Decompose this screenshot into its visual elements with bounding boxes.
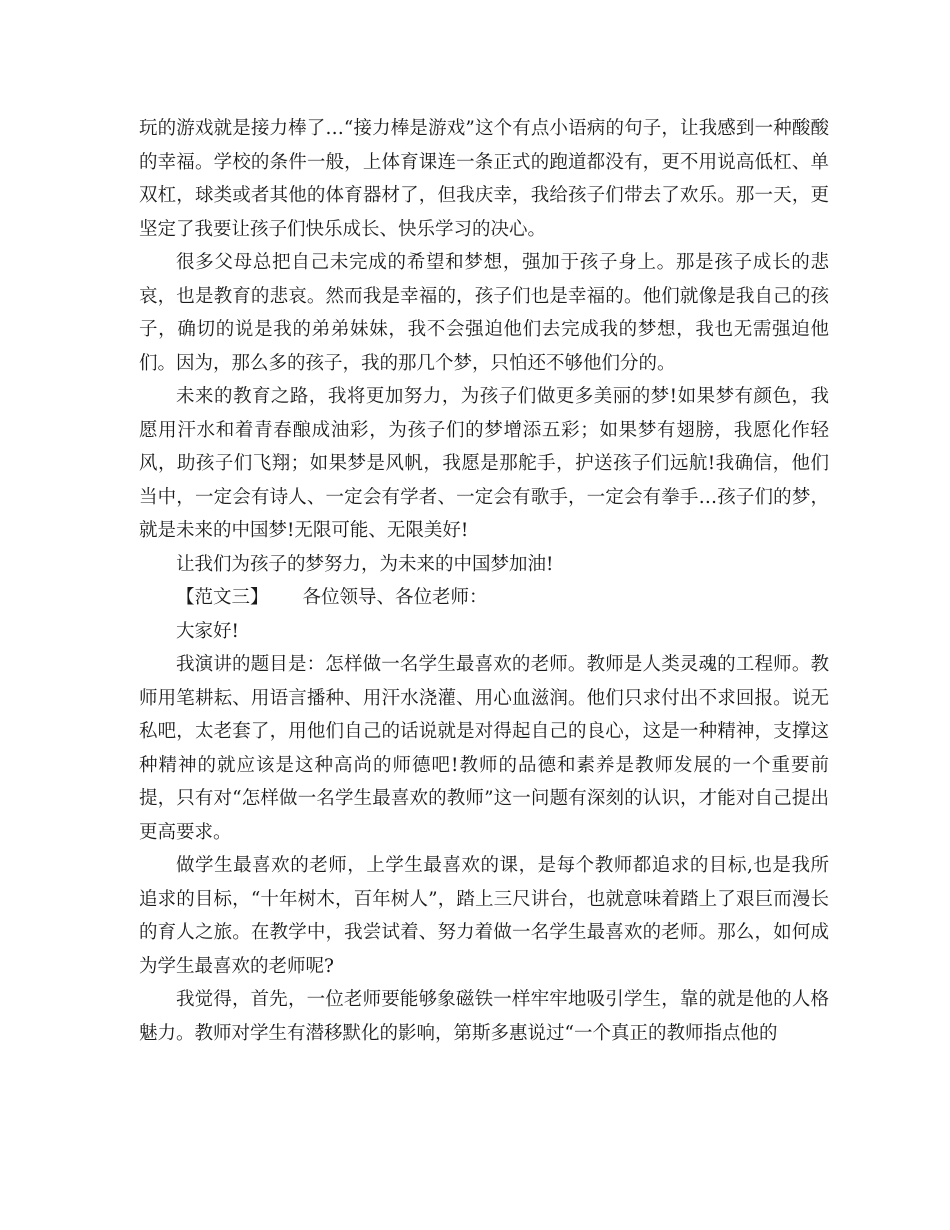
section-label: 【范文三】	[176, 587, 269, 608]
paragraph: 我演讲的题目是：怎样做一名学生最喜欢的老师。教师是人类灵魂的工程师。教师用笔耕耘、用语言播种、用汗水浇灌、用心血滋润。他们只求付出不求回报。说无私吧，太老套了，用他们自己的话说就是对得起自己的良心，这是一种精神，支撑这种精神的就应该是这种高尚的师德吧!教师的品德和素养是教师发展的一个重要前提，只有对“怎样做一名学生最喜欢的教师”这一问题有深刻的认识，才能对自己提出更高要求。	[139, 654, 829, 843]
section-heading	[139, 581, 829, 615]
paragraph: 大家好!	[176, 620, 239, 642]
salutation: 各位领导、各位老师：	[302, 587, 488, 608]
paragraph: 我觉得，首先，一位老师要能够象磁铁一样牢牢地吸引学生，靠的就是他的人格魅力。教师对学生有潜移默化的影响，第斯多惠说过“一个真正的教师指点他的	[139, 989, 829, 1044]
paragraph: 让我们为孩子的梦努力，为未来的中国梦加油!	[176, 553, 554, 575]
paragraph: 玩的游戏就是接力棒了…“接力棒是游戏”这个有点小语病的句子，让我感到一种酸酸的幸福。学校的条件一般，上体育课连一条正式的跑道都没有，更不用说高低杠、单双杠，球类或者其他的体育器材了，但我庆幸，我给孩子们带去了欢乐。那一天，更坚定了我要让孩子们快乐成长、快乐学习的决心。	[139, 118, 829, 240]
document-body	[139, 112, 829, 1050]
paragraph: 很多父母总把自己未完成的希望和梦想，强加于孩子身上。那是孩子成长的悲哀，也是教育的悲哀。然而我是幸福的，孩子们也是幸福的。他们就像是我自己的孩子，确切的说是我的弟弟妹妹，我不会强迫他们去完成我的梦想，我也无需强迫他们。因为，那么多的孩子，我的那几个梦，只怕还不够他们分的。	[139, 252, 829, 374]
paragraph: 未来的教育之路，我将更加努力，为孩子们做更多美丽的梦!如果梦有颜色，我愿用汗水和着青春酿成油彩，为孩子们的梦增添五彩；如果梦有翅膀，我愿化作轻风，助孩子们飞翔；如果梦是风帆，我愿是那舵手，护送孩子们远航!我确信，他们当中，一定会有诗人、一定会有学者、一定会有歌手，一定会有拳手…孩子们的梦，就是未来的中国梦!无限可能、无限美好!	[139, 386, 829, 541]
paragraph: 做学生最喜欢的老师，上学生最喜欢的课，是每个教师都追求的目标,也是我所追求的目标，“十年树木，百年树人”，踏上三尺讲台，也就意味着踏上了艰巨而漫长的育人之旅。在教学中，我尝试着、努力着做一名学生最喜欢的老师。那么，如何成为学生最喜欢的老师呢?	[139, 855, 829, 977]
